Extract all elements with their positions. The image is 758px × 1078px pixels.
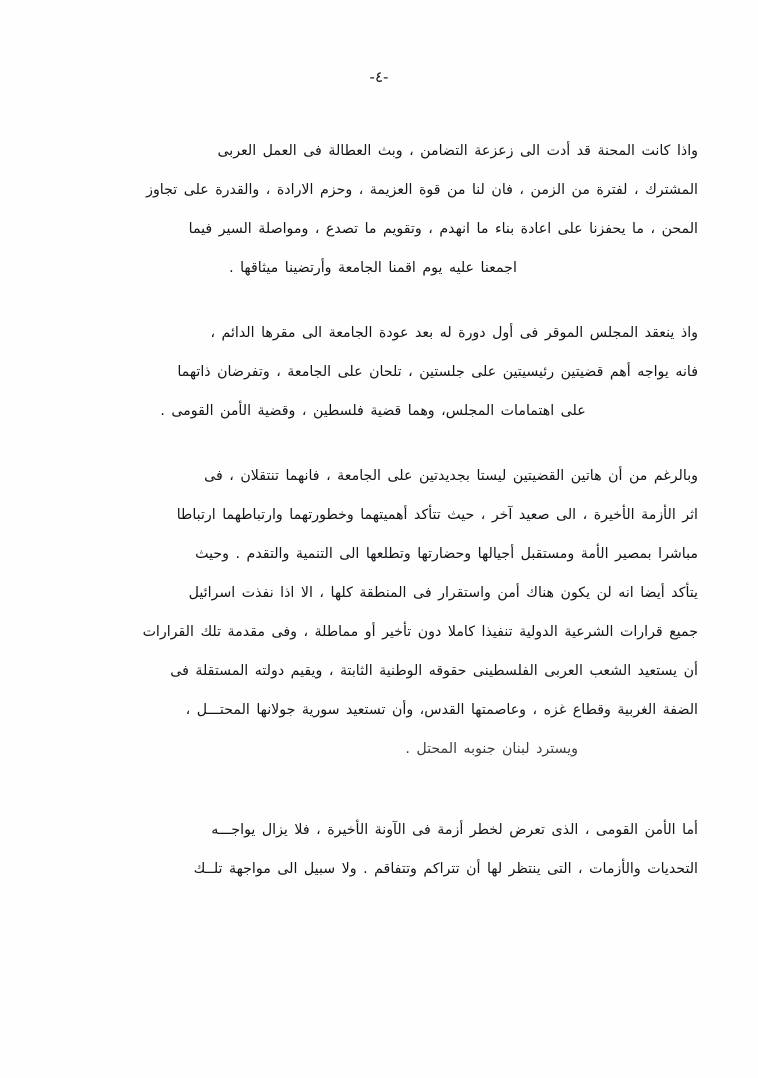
text-line: ويسترد لبنان جنوبه المحتل . — [405, 741, 578, 757]
text-line: الضفة الغربية وقطاع غزه ، وعاصمتها القدس، وأن تستعيد سورية جولانها المحتـــل ، — [185, 702, 698, 718]
text-line: المشترك ، لفترة من الزمن ، فان لنا من قوة العزيمة ، وحزم الارادة ، والقدرة على تجاوز — [146, 182, 698, 198]
document-body — [48, 132, 698, 901]
paragraph-1 — [48, 132, 698, 288]
text-line: واذا كانت المحنة قد أدت الى زعزعة التضامن ، وبث العطالة فى العمل العربى — [217, 143, 698, 159]
text-line: اجمعنا عليه يوم اقمنا الجامعة وأرتضينا ميثاقها . — [229, 260, 517, 276]
text-line: مباشرا بمصير الأمة ومستقبل أجيالها وحضارتها وتطلعها الى التنمية والتقدم . وحيث — [195, 546, 698, 562]
paragraph-3 — [48, 457, 698, 769]
text-line: فانه يواجه أهم قضيتين رئيسيتين على جلستين ، تلحان على الجامعة ، وتفرضان ذاتهما — [177, 364, 698, 380]
page-number: -٤- — [369, 68, 389, 86]
text-line: واذ ينعقد المجلس الموقر فى أول دورة له بعد عودة الجامعة الى مقرها الدائم ، — [210, 325, 698, 341]
text-line: أما الأمن القومى ، الذى تعرض لخطر أزمة فى الآونة الأخيرة ، فلا يزال يواجـــه — [211, 822, 698, 838]
text-line: يتأكد أيضا انه لن يكون هناك أمن واستقرار فى المنطقة كلها ، الا اذا نفذت اسرائيل — [188, 585, 698, 601]
text-line: اثر الأزمة الأخيرة ، الى صعيد آخر ، حيث تتأكد أهميتهما وخطورتهما وارتباطهما ارتباطا — [176, 507, 698, 523]
text-line: المحن ، ما يحفزنا على اعادة بناء ما انهدم ، وتقويم ما تصدع ، ومواصلة السير فيما — [188, 221, 698, 237]
text-line: أن يستعيد الشعب العربى الفلسطينى حقوقه الوطنية الثابتة ، ويقيم دولته المستقلة فى — [170, 663, 698, 679]
paragraph-2 — [48, 314, 698, 431]
text-line: على اهتمامات المجلس، وهما قضية فلسطين ، وقضية الأمن القومى . — [160, 403, 586, 419]
text-line: التحديات والأزمات ، التى ينتظر لها أن تتراكم وتتفاقم . ولا سبيل الى مواجهة تلــك — [193, 861, 698, 877]
paragraph-4 — [48, 811, 698, 889]
text-line: وبالرغم من أن هاتين القضيتين ليستا بجديدتين على الجامعة ، فانهما تنتقلان ، فى — [204, 468, 698, 484]
text-line: جميع قرارات الشرعية الدولية تنفيذا كاملا دون تأخير أو مماطلة ، وفى مقدمة تلك القرارات — [142, 624, 698, 640]
